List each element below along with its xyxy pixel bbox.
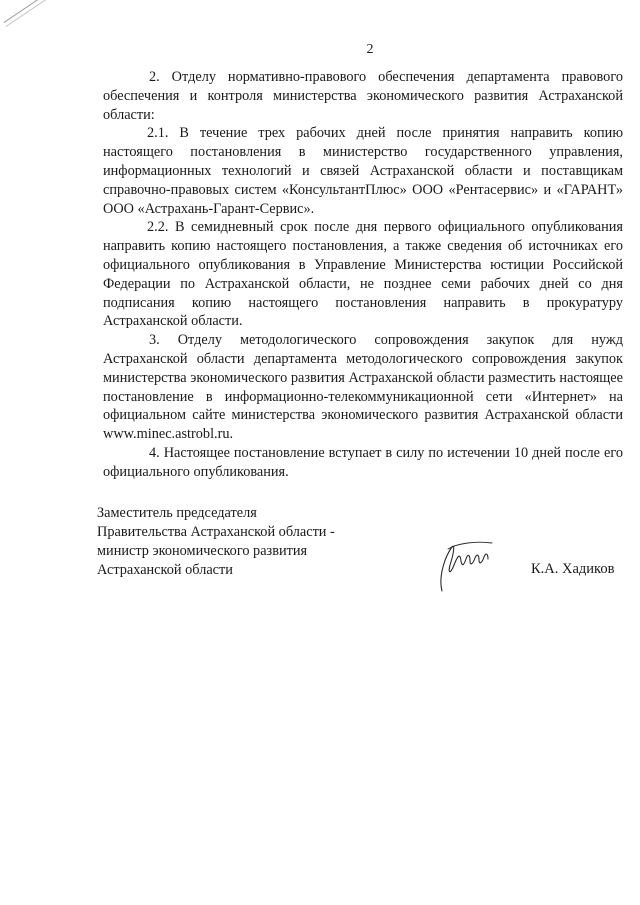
signer-name: К.А. Хадиков <box>531 561 615 577</box>
paragraph-4: 4. Настоящее постановление вступает в силу по истечении 10 дней после его официального опубликования. <box>103 444 623 480</box>
signatory-title-line: министр экономического развития <box>97 543 308 559</box>
document-body <box>103 68 623 482</box>
signatory-title-line: Астраханской области <box>97 562 233 578</box>
paragraph-3: 3. Отделу методологического сопровождения закупок для нужд Астраханской области департамента методологического сопровождения закупок министерства экономического развития Астраханской области разместить настоящее постановление в информационно-телекоммуникационной сети «Интернет» на официальном сайте министерства экономического развития Астраханской области www.minec.astrobl.ru. <box>103 332 623 443</box>
scan-artifact-streak <box>4 0 111 23</box>
signatory-title-line: Правительства Астраханской области - <box>97 524 335 540</box>
page-number: 2 <box>366 42 374 57</box>
paragraph-2-1: 2.1. В течение трех рабочих дней после принятия направить копию настоящего постановления в министерство государственного управления, информационных технологий и связей Астраханской области и поставщикам справочно-правовых систем «КонсультантПлюс» ООО «Рентасервис» и «ГАРАНТ» ООО «Астрахань-Гарант-Сервис». <box>103 125 623 217</box>
handwritten-signature-icon <box>428 535 498 595</box>
paragraph-2: 2. Отделу нормативно-правового обеспечения департамента правового обеспечения и контроля министерства экономического развития Астраханской области: <box>103 69 623 123</box>
paragraph-2-2: 2.2. В семидневный срок после дня первого официального опубликования направить копию настоящего постановления, а также сведения об источниках его официального опубликования в Управление Министерства юстиции Российской Федерации по Астраханской области, не позднее семи рабочих дней со дня подписания копию настоящего постановления направить в прокуратуру Астраханской области. <box>103 219 623 330</box>
signatory-title <box>97 504 417 580</box>
signatory-title-line: Заместитель председателя <box>97 505 257 521</box>
